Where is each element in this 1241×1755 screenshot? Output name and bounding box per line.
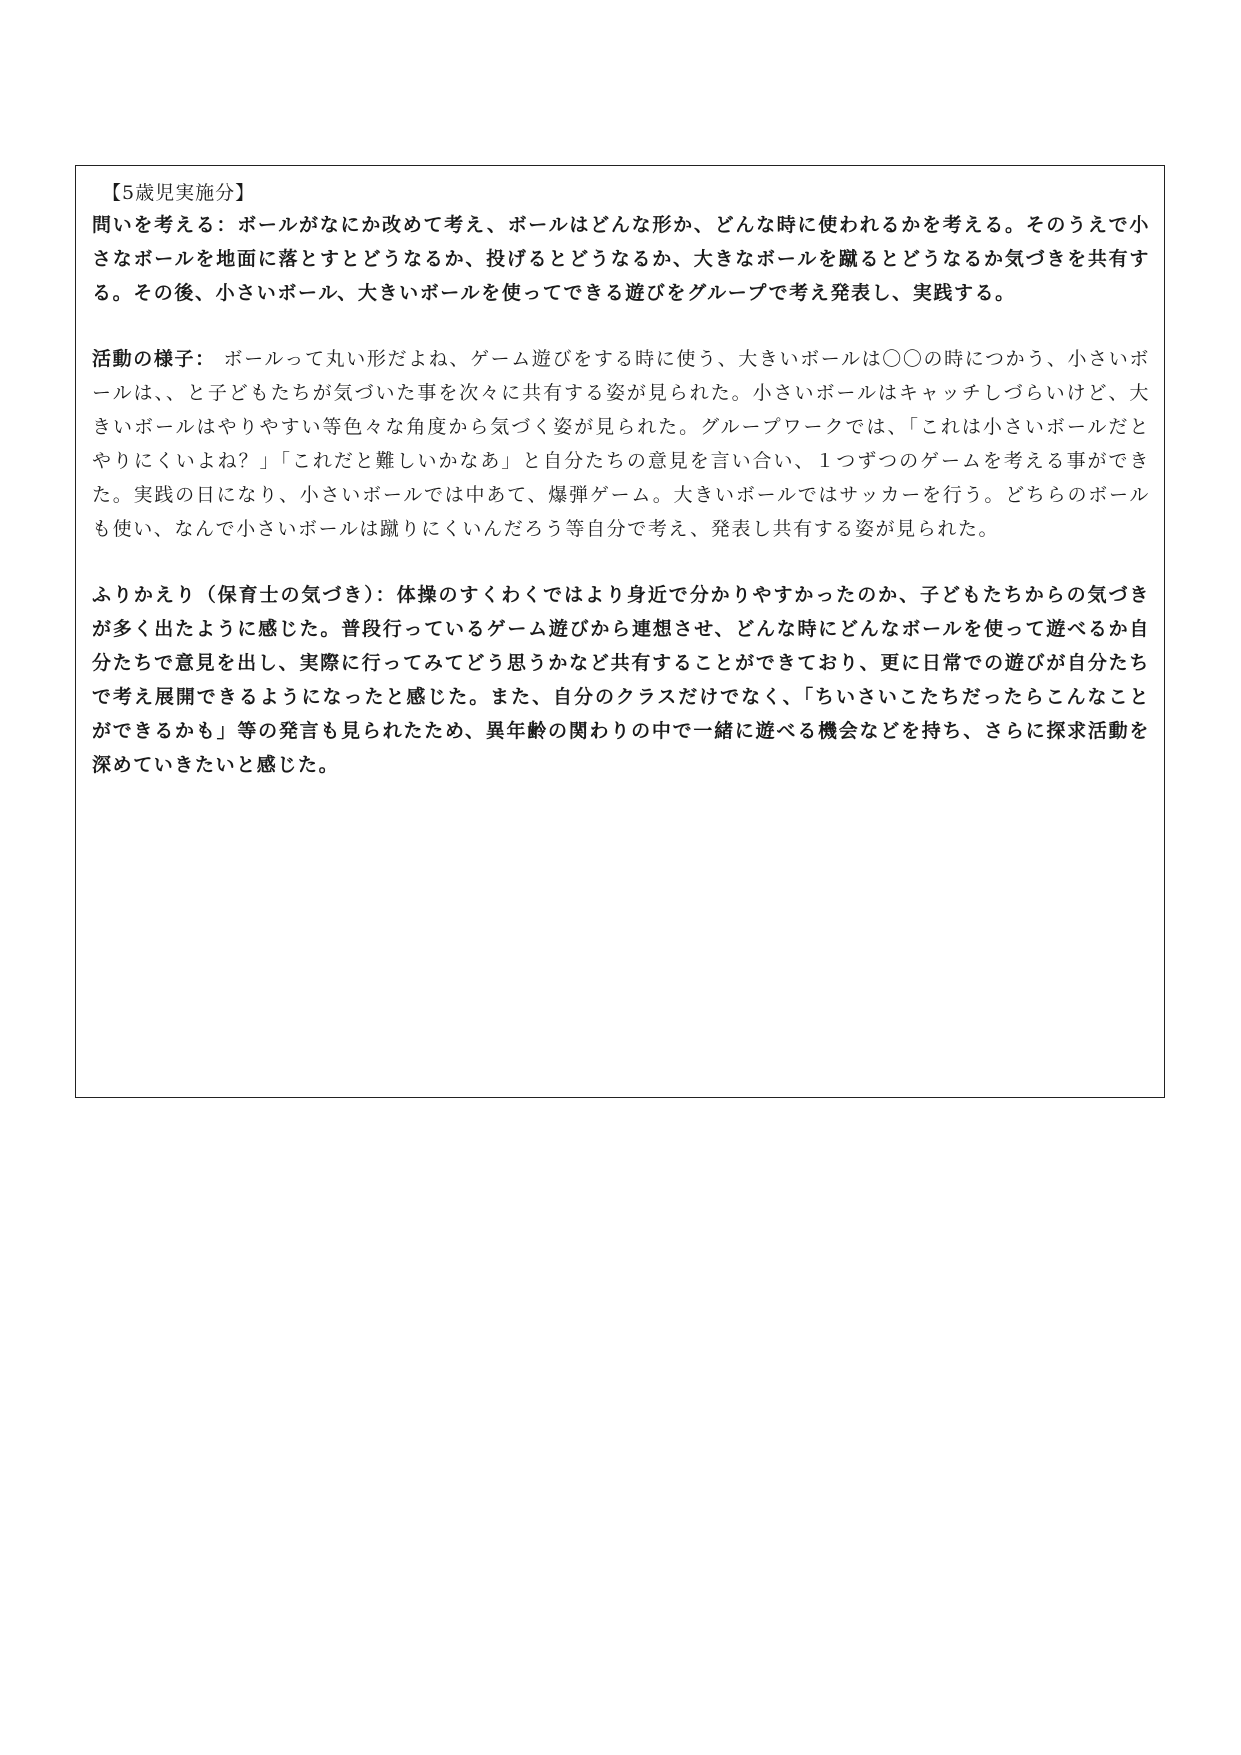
activity-text: ボールって丸い形だよね、ゲーム遊びをする時に使う、大きいボールは〇〇の時につかう、小さいボールは、、と子どもたちが気づいた事を次々に共有する姿が見られた。小さいボールはキャッチしづらいけど、大きいボールはやりやすい等色々な角度から気づく姿が見られた。グループワークでは、「これは小さいボールだとやりにくいよね？」「これだと難しいかなあ」と自分たちの意見を言い合い、１つずつのゲームを考える事ができた。実践の日になり、小さいボールでは中あて、爆弾ゲーム。大きいボールではサッカーを行う。どちらのボールも使い、なんで小さいボールは蹴りにくいんだろう等自分で考え、発表し共有する姿が見られた。 [92, 348, 1150, 540]
reflection-label: ふりかえり（保育士の気づき）： [92, 584, 397, 606]
question-paragraph [92, 208, 1150, 310]
report-box [75, 165, 1165, 1098]
spacer [92, 310, 1150, 342]
activity-label: 活動の様子： [92, 348, 216, 370]
question-label: 問いを考える： [92, 214, 238, 236]
question-text: ボールがなにか改めて考え、ボールはどんな形か、どんな時に使われるかを考える。そのうえで小さなボールを地面に落とすとどうなるか、投げるとどうなるか、大きなボールを蹴るとどうなるか気づきを共有する。その後、小さいボール、大きいボールを使ってできる遊びをグループで考え発表し、実践する。 [92, 214, 1150, 304]
reflection-text: 体操のすくわくではより身近で分かりやすかったのか、子どもたちからの気づきが多く出たように感じた。普段行っているゲーム遊びから連想させ、どんな時にどんなボールを使って遊べるか自分たちで意見を出し、実際に行ってみてどう思うかなど共有することができており、更に日常での遊びが自分たちで考え展開できるようになったと感じた。また、自分のクラスだけでなく、「ちいさいこたちだったらこんなことができるかも」等の発言も見られたため、異年齢の関わりの中で一緒に遊べる機会などを持ち、さらに探求活動を深めていきたいと感じた。 [92, 584, 1150, 776]
activity-paragraph [92, 342, 1150, 546]
spacer [92, 546, 1150, 578]
section-heading: 【5歳児実施分】 [102, 182, 256, 204]
reflection-paragraph [92, 578, 1150, 782]
